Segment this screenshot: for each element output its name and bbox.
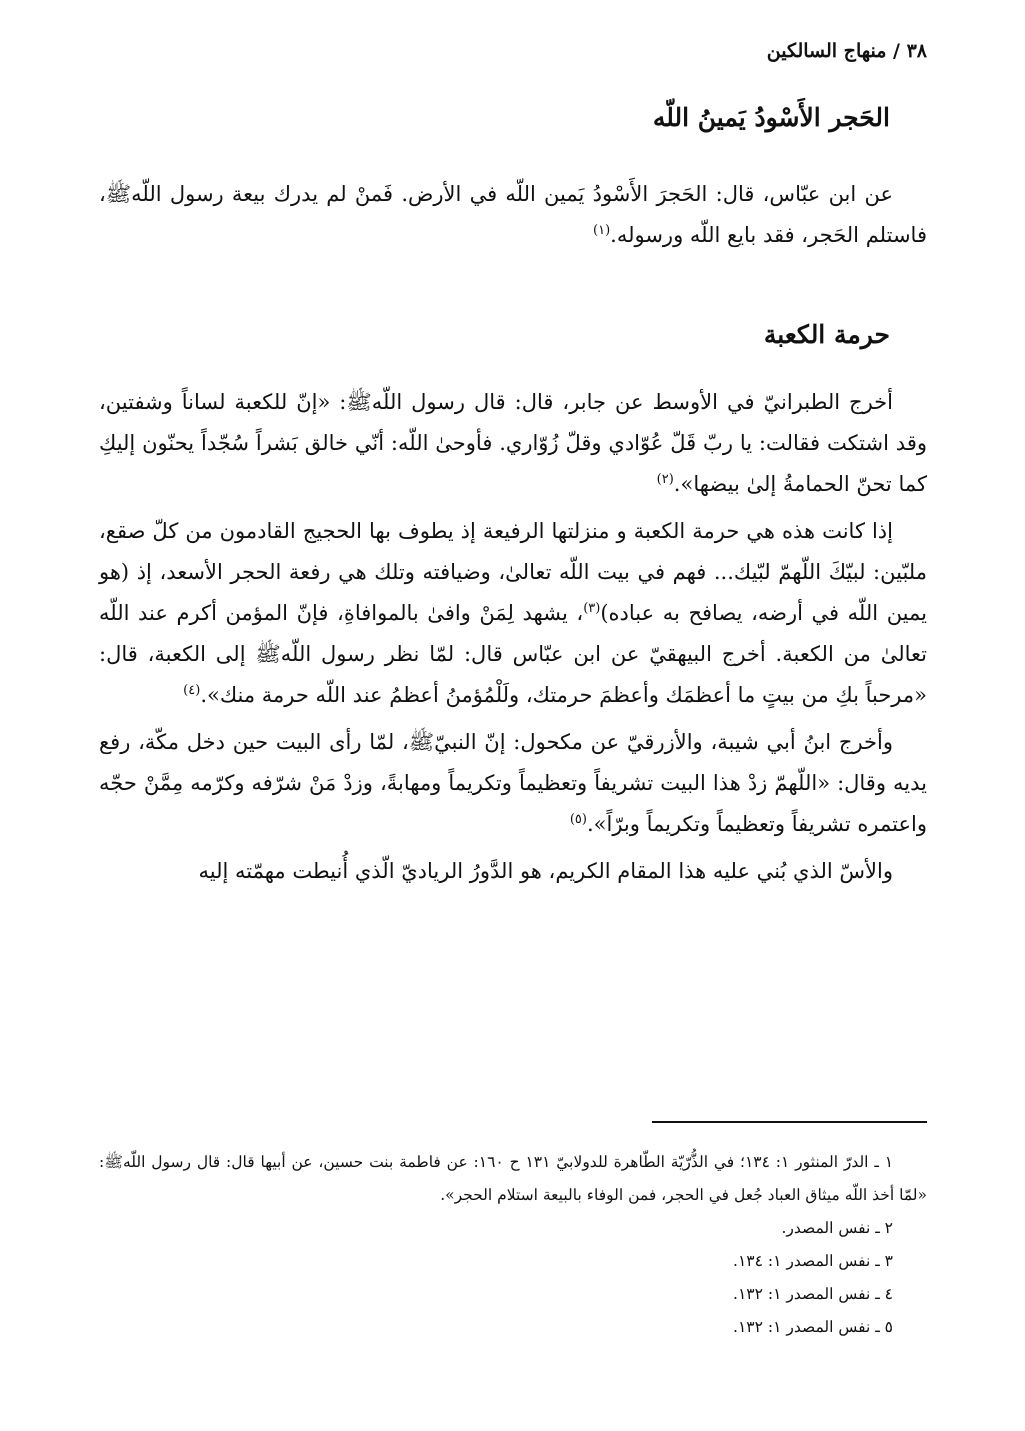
paragraph xyxy=(99,382,927,505)
footnote-3: ٣ ـ نفس المصدر ١: ١٣٤. xyxy=(733,1252,893,1270)
paragraph xyxy=(99,722,927,845)
paragraph-text: والأسّ الذي بُني عليه هذا المقام الكريم، هو الدَّورُ الرياديّ الّذي أُنيطت مهمّته إليه xyxy=(198,859,893,883)
footnote-1: ١ ـ الدرّ المنثور ١: ١٣٤؛ في الذُّرّيّة الطّاهرة للدولابيّ ١٣١ ح ١٦٠: عن فاطمة بنت حسين، عن أبيها قال: قال رسول اللّهﷺ: «لمّا أخذ اللّه ميثاق العباد جُعل في الحجر، فمن الوفاء بالبيعة استلام الحجر». xyxy=(99,1153,927,1204)
section-title-black-stone: الحَجر الأَسْودُ يَمينُ اللّه xyxy=(652,103,890,132)
paragraph-text: أخرج الطبرانيّ في الأوسط عن جابر، قال: قال رسول اللّهﷺ: «إنّ للكعبة لساناً وشفتين، وقد اشتكت فقالت: يا ربّ قَلّ عُوّادي وقلّ زُوّاري. فأوحىٰ اللّه: أنّي خالق بَشراً سُجّداً يحنّون إليكِ كما تحنّ الحمامةُ إلىٰ بيضها». xyxy=(99,390,927,496)
footnote-ref[interactable]: (٢) xyxy=(656,472,674,487)
footnote-2: ٢ ـ نفس المصدر. xyxy=(781,1219,893,1237)
footnote-ref[interactable]: (٤) xyxy=(183,683,201,698)
footnote-ref[interactable]: (٥) xyxy=(569,812,587,827)
section-title-kaaba-sanctity: حرمة الكعبة xyxy=(763,320,890,349)
section-body-black-stone xyxy=(99,174,927,256)
running-head: ٣٨ / منهاج السالكين xyxy=(766,40,927,62)
footnote-ref[interactable]: (١) xyxy=(593,223,611,238)
paragraph xyxy=(99,511,927,716)
paragraph-text: ، يشهد لِمَنْ وافىٰ بالموافاةِ، فإنّ المؤمن أكرم عند اللّه تعالىٰ من الكعبة. أخرج البيهقيّ عن ابن عبّاس قال: لمّا نظر رسول اللّهﷺ إلى الكعبة، قال: «مرحباً بكِ من بيتٍ ما أعظمَك وأعظمَ حرمتك، ولَلْمُؤمنُ أعظمُ عند اللّه حرمة منك». xyxy=(99,601,927,707)
footnote-4: ٤ ـ نفس المصدر ١: ١٣٢. xyxy=(733,1285,893,1303)
paragraph-text: إذا كانت هذه هي حرمة الكعبة و منزلتها الرفيعة إذ يطوف بها الحجيج القادمون من كلّ صقع، ملبّين: لبيّكَ اللّهمّ لبّيك... فهم في بيت اللّه تعالىٰ، وضيافته وتلك هي رفعة الحجر الأسعد، إذ (هو يمين اللّه في أرضه، يصافح به عباده) xyxy=(99,519,928,625)
footnote-ref[interactable]: (٣) xyxy=(583,601,601,616)
paragraph xyxy=(99,851,927,892)
footnote-5: ٥ ـ نفس المصدر ١: ١٣٢. xyxy=(733,1318,893,1336)
paragraph xyxy=(99,174,927,256)
footnote-divider xyxy=(652,1121,927,1123)
footnotes xyxy=(99,1146,927,1344)
paragraph-text: وأخرج ابنُ أبي شيبة، والأزرقيّ عن مكحول: إنّ النبيّﷺ، لمّا رأى البيت حين دخل مكّة، رفع يديه وقال: «اللّهمّ زدْ هذا البيت تشريفاً وتعظيماً وتكريماً ومهابةً، وزدْ مَنْ شرّفه وكرّمه مِمَّنْ حجّه واعتمره تشريفاً وتعظيماً وتكريماً وبرّاً». xyxy=(99,730,927,836)
paragraph-text: عن ابن عبّاس، قال: الحَجرَ الأَسْودُ يَمين اللّه في الأرض. فَمنْ لم يدرك بيعة رسول اللّهﷺ، فاستلم الحَجر، فقد بايع اللّه ورسوله. xyxy=(99,182,927,247)
section-body-kaaba-sanctity xyxy=(99,382,927,892)
